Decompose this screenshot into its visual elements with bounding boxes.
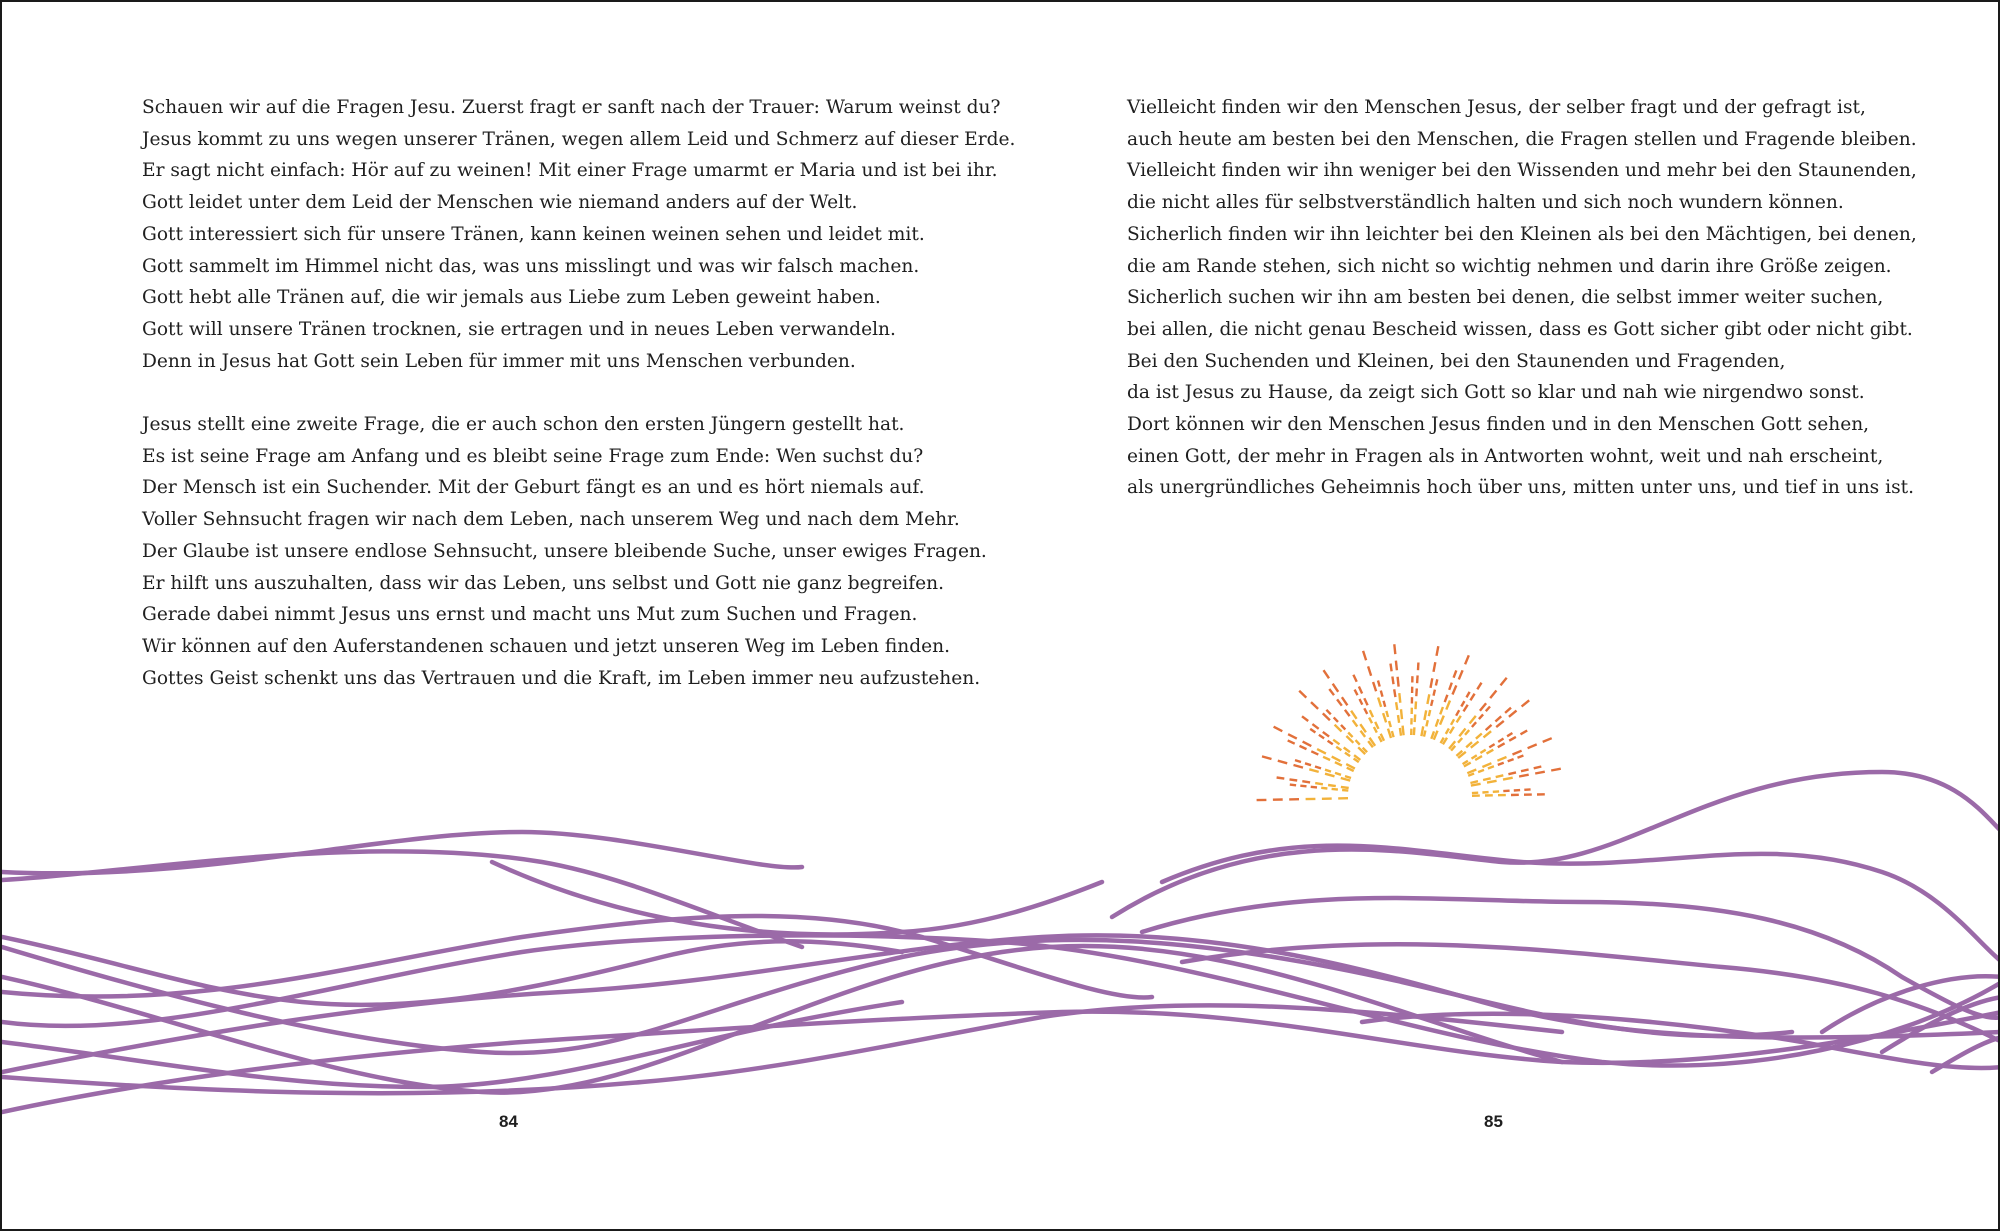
sun-ray-segment: [1329, 689, 1334, 695]
sun-ray-segment: [1508, 772, 1516, 774]
sun-ray-segment: [1483, 778, 1491, 780]
sun-ray-segment: [1528, 744, 1537, 748]
sun-ray-segment: [1398, 677, 1399, 687]
text-line: Gott leidet unter dem Leid der Menschen wie niemand anders auf der Welt.: [142, 192, 858, 214]
sun-ray-segment: [1311, 702, 1318, 709]
sun-ray-segment: [1434, 690, 1435, 696]
sun-ray-segment: [1302, 716, 1308, 721]
text-line: Bei den Suchenden und Kleinen, bei den Staunenden und Fragenden,: [1127, 350, 1786, 372]
text-line: die nicht alles für selbstverständlich halten und sich noch wundern können.: [1127, 192, 1844, 214]
text-line: Vielleicht finden wir ihn weniger bei den Wissenden und mehr bei den Staunenden,: [1127, 160, 1917, 182]
sun-ray-segment: [1277, 778, 1285, 779]
sun-ray-segment: [1543, 738, 1552, 742]
sun-ray-segment: [1490, 691, 1496, 699]
sun-ray-segment: [1498, 763, 1504, 765]
sun-ray-segment: [1470, 781, 1478, 783]
sun-ray-segment: [1278, 761, 1287, 764]
sun-ray-segment: [1359, 687, 1362, 694]
sun-ray-segment: [1496, 721, 1504, 727]
text-line: Gott interessiert sich für unsere Tränen, kann keinen weinen sehen und leidet mit.: [142, 223, 925, 245]
sun-ray-segment: [1348, 733, 1352, 738]
wavy-hills-lines: [2, 772, 2000, 1112]
sun-ray-segment: [1509, 737, 1516, 741]
sun-ray-segment: [1381, 691, 1383, 697]
sun-ray-segment: [1317, 749, 1326, 754]
sun-ray-segment: [1323, 732, 1329, 737]
sun-ray-segment: [1325, 774, 1335, 777]
sun-ray-segment: [1332, 757, 1341, 762]
sun-ray-segment: [1274, 727, 1283, 732]
sun-ray-segment: [1535, 772, 1545, 774]
text-line: bei allen, die nicht genau Bescheid wissen, dass es Gott sicher gibt oder nicht gibt.: [1127, 318, 1913, 340]
sun-ray-segment: [1480, 703, 1486, 711]
sun-ray-segment: [1429, 710, 1430, 716]
sun-ray-segment: [1321, 788, 1327, 789]
sun-ray-segment: [1342, 697, 1348, 705]
sun-ray-segment: [1295, 760, 1301, 762]
sun-ray-segment: [1336, 747, 1341, 751]
sun-ray-segment: [1453, 685, 1457, 694]
rising-sun-illustration: [1257, 644, 1561, 800]
sun-ray-segment: [1507, 733, 1512, 736]
sun-ray-segment: [1328, 785, 1336, 786]
sun-ray-segment: [1470, 694, 1474, 701]
sun-ray-segment: [1333, 684, 1339, 692]
sun-ray-segment: [1383, 713, 1386, 722]
sun-ray-segment: [1288, 734, 1297, 738]
sun-ray-segment: [1477, 683, 1481, 690]
sun-ray-segment: [1437, 646, 1439, 656]
sun-ray-segment: [1394, 689, 1395, 697]
text-line: Der Mensch ist ein Suchender. Mit der Geburt fängt es an und es hört niemals auf.: [142, 477, 925, 499]
sun-ray-segment: [1458, 738, 1462, 743]
sun-ray-segment: [1262, 756, 1272, 759]
sun-ray-segment: [1440, 716, 1444, 725]
right-page-text: [1127, 92, 1917, 536]
sun-ray-segment: [1472, 755, 1477, 758]
sun-ray-segment: [1417, 675, 1418, 683]
sun-ray-segment: [1456, 710, 1459, 716]
sun-ray-segment: [1311, 751, 1318, 754]
sun-ray-segment: [1290, 779, 1298, 780]
text-line: Er sagt nicht einfach: Hör auf zu weinen! Mit einer Frage umarmt er Maria und ist bei ihr.: [142, 160, 998, 182]
sun-ray-segment: [1426, 720, 1427, 726]
sun-ray-segment: [1467, 692, 1470, 698]
sun-ray-segment: [1498, 743, 1505, 747]
sun-ray-segment: [1360, 699, 1363, 705]
sun-ray-segment: [1335, 762, 1342, 765]
sun-ray-segment: [1392, 677, 1393, 685]
sun-ray-segment: [1487, 781, 1497, 783]
hill-line: [1112, 772, 2000, 917]
sun-ray-segment: [1416, 701, 1417, 709]
sun-ray-segment: [1310, 729, 1315, 733]
page-number-left: 84: [499, 1112, 518, 1131]
sun-ray-segment: [1459, 670, 1463, 679]
sun-ray-segment: [1315, 783, 1323, 784]
text-line: Wir können auf den Auferstandenen schauen und jetzt unseren Weg im Leben finden.: [142, 635, 951, 657]
sun-ray-segment: [1421, 726, 1423, 736]
sun-ray-segment: [1489, 744, 1494, 747]
sun-ray-segment: [1364, 698, 1367, 705]
text-line: Gott hebt alle Tränen auf, die wir jemals aus Liebe zum Leben geweint haben.: [142, 287, 881, 309]
sun-ray-segment: [1328, 741, 1333, 745]
sun-ray-segment: [1341, 787, 1349, 788]
hill-line: [2, 916, 1152, 997]
sun-ray-segment: [1497, 757, 1506, 761]
sun-ray-segment: [1505, 708, 1511, 713]
sun-ray-segment: [1294, 765, 1304, 768]
sun-ray-segment: [1414, 727, 1415, 735]
text-line: als unergründliches Geheimnis hoch über uns, mitten unter uns, und tief in uns ist.: [1127, 477, 1914, 499]
sun-ray-segment: [1345, 776, 1351, 778]
sun-ray-segment: [1495, 716, 1501, 721]
text-line: Jesus stellt eine zweite Frage, die er auch schon den ersten Jüngern gestellt hat.: [142, 414, 905, 436]
sun-ray-segment: [1427, 694, 1429, 704]
sun-ray-segment: [1341, 725, 1345, 730]
text-line: Denn in Jesus hat Gott sein Leben für immer mit uns Menschen verbunden.: [142, 350, 856, 372]
sun-ray-segment: [1434, 662, 1436, 672]
text-stanza: [142, 409, 1015, 694]
sun-ray-segment: [1332, 789, 1338, 790]
sun-ray-segment: [1459, 729, 1465, 737]
text-line: Dort können wir den Menschen Jesus finden und in den Menschen Gott sehen,: [1127, 414, 1870, 436]
sun-ray-segment: [1288, 740, 1295, 743]
sun-ray-segment: [1344, 748, 1350, 753]
sun-ray-segment: [1394, 644, 1395, 654]
text-stanza: [142, 92, 1015, 377]
sun-ray-segment: [1374, 727, 1377, 733]
sun-ray-segment: [1484, 731, 1492, 737]
hill-line: [2, 1005, 1562, 1093]
sun-ray-segment: [1309, 769, 1318, 772]
sun-ray-segment: [1486, 725, 1492, 730]
sun-ray-segment: [1396, 661, 1397, 671]
sun-ray-segment: [1521, 770, 1529, 772]
sun-ray-segment: [1508, 759, 1514, 761]
sun-ray-segment: [1378, 698, 1381, 707]
sun-ray-segment: [1486, 707, 1490, 712]
sun-ray-segment: [1478, 770, 1484, 772]
sun-ray-segment: [1450, 727, 1454, 734]
sun-ray-segment: [1353, 720, 1358, 726]
sun-ray-segment: [1315, 767, 1321, 769]
sun-ray-segment: [1513, 751, 1522, 755]
sun-ray-segment: [1373, 682, 1376, 691]
sun-ray-segment: [1480, 750, 1485, 753]
sun-ray-segment: [1468, 774, 1474, 776]
sun-ray-segment: [1302, 781, 1310, 782]
sun-ray-segment: [1370, 710, 1373, 717]
sun-ray-segment: [1368, 666, 1371, 675]
sun-ray-segment: [1300, 786, 1306, 787]
sun-ray-segment: [1424, 710, 1426, 720]
sun-ray-segment: [1325, 770, 1331, 772]
sun-ray-segment: [1345, 753, 1350, 757]
sun-ray-segment: [1454, 670, 1457, 677]
sun-ray-segment: [1351, 711, 1357, 719]
text-stanza: [1127, 92, 1917, 504]
sun-ray-segment: [1335, 773, 1341, 775]
sun-ray-segment: [1465, 730, 1469, 735]
sun-ray-segment: [1399, 693, 1400, 703]
sun-ray-segment: [1333, 740, 1339, 745]
sun-ray-segment: [1446, 729, 1449, 734]
sun-ray-segment: [1457, 716, 1461, 723]
sun-ray-segment: [1401, 709, 1402, 719]
text-line: Gott will unsere Tränen trocknen, sie ertragen und in neues Leben verwandeln.: [142, 318, 896, 340]
sun-ray-segment: [1534, 767, 1542, 769]
sun-ray-segment: [1416, 688, 1417, 696]
sun-ray-segment: [1396, 702, 1397, 710]
hill-line: [2, 851, 802, 947]
sun-ray-segment: [1465, 655, 1469, 664]
sun-ray-segment: [1386, 711, 1388, 717]
sun-ray-segment: [1400, 728, 1401, 736]
sun-ray-segment: [1353, 675, 1356, 682]
sun-ray-segment: [1403, 726, 1404, 736]
text-line: Sicherlich finden wir ihn leichter bei den Kleinen als bei den Mächtigen, bei denen,: [1127, 223, 1917, 245]
sun-ray-segment: [1356, 740, 1360, 745]
text-line: da ist Jesus zu Hause, da zeigt sich Gott so klar und nah wie nirgendwo sonst.: [1127, 382, 1865, 404]
sun-ray-segment: [1299, 691, 1306, 698]
text-line: Sicherlich suchen wir ihn am besten bei denen, die selbst immer weiter suchen,: [1127, 287, 1884, 309]
sun-ray-segment: [1389, 721, 1391, 727]
text-line: Gott sammelt im Himmel nicht das, was uns misslingt und was wir falsch machen.: [142, 255, 920, 277]
sun-ray-segment: [1503, 778, 1513, 780]
sun-ray-segment: [1446, 701, 1450, 710]
sun-ray-segment: [1290, 785, 1296, 786]
sun-ray-segment: [1305, 763, 1311, 765]
sun-ray-segment: [1378, 681, 1380, 687]
sun-ray-segment: [1519, 775, 1529, 777]
text-line: Es ist seine Frage am Anfang und es bleibt seine Frage zum Ende: Wen suchst du?: [142, 445, 924, 467]
sun-ray-segment: [1415, 714, 1416, 722]
text-line: Jesus kommt zu uns wegen unserer Tränen, wegen allem Leid und Schmerz auf dieser Erde.: [142, 128, 1016, 150]
sun-ray-segment: [1369, 718, 1372, 724]
sun-ray-segment: [1467, 770, 1476, 774]
sun-ray-segment: [1384, 701, 1386, 707]
sun-ray-segment: [1461, 701, 1464, 706]
sun-ray-segment: [1551, 769, 1561, 771]
text-line: die am Rande stehen, sich nicht so wichtig nehmen und darin ihre Größe zeigen.: [1127, 255, 1892, 277]
sun-ray-segment: [1342, 790, 1348, 791]
text-line: Vielleicht finden wir den Menschen Jesus, der selber fragt und der gefragt ist,: [1127, 97, 1866, 118]
sun-ray-segment: [1431, 700, 1433, 706]
text-line: Gerade dabei nimmt Jesus uns ernst und macht uns Mut zum Suchen und Fragen.: [142, 604, 918, 626]
text-line: Er hilft uns auszuhalten, dass wir das Leben, uns selbst und Gott nie ganz begreifen.: [142, 572, 945, 594]
sun-ray-segment: [1451, 719, 1454, 725]
sun-ray-segment: [1476, 734, 1482, 739]
sun-ray-segment: [1391, 664, 1392, 672]
sun-ray-segment: [1334, 717, 1338, 722]
sun-ray-segment: [1472, 722, 1476, 727]
sun-ray-segment: [1323, 713, 1330, 720]
sun-ray-segment: [1501, 678, 1507, 686]
sun-ray-segment: [1436, 679, 1437, 685]
sun-ray-segment: [1521, 731, 1528, 735]
sun-ray-segment: [1392, 731, 1394, 737]
text-line: Voller Sehnsucht fragen wir nach dem Leben, nach unserem Weg und nach dem Mehr.: [142, 509, 960, 531]
text-line: Gottes Geist schenkt uns das Vertrauen und die Kraft, im Leben immer neu aufzustehen.: [142, 667, 981, 689]
sun-ray-segment: [1398, 715, 1399, 723]
sun-ray-segment: [1445, 695, 1448, 702]
sun-ray-segment: [1375, 722, 1378, 729]
sun-ray-segment: [1363, 651, 1366, 660]
text-line: einen Gott, der mehr in Fragen als in Antworten wohnt, weit und nah erscheint,: [1127, 445, 1884, 467]
sun-ray-segment: [1326, 710, 1330, 715]
sun-ray-segment: [1319, 735, 1324, 739]
sun-ray-segment: [1449, 683, 1452, 690]
sun-ray-segment: [1300, 746, 1307, 749]
sun-ray-segment: [1303, 742, 1312, 747]
sun-ray-segment: [1345, 710, 1350, 716]
sun-ray-segment: [1498, 739, 1503, 742]
left-page-text: [142, 92, 1015, 726]
sun-ray-segment: [1431, 678, 1433, 688]
sun-ray-segment: [1355, 690, 1358, 696]
sun-ray-segment: [1424, 731, 1425, 737]
text-line: Der Glaube ist unsere endlose Sehnsucht, unsere bleibende Suche, unser ewiges Fragen.: [142, 540, 987, 562]
sun-ray-segment: [1312, 724, 1318, 729]
sun-ray-segment: [1479, 714, 1483, 719]
sun-ray-segment: [1482, 763, 1491, 767]
sun-ray-segment: [1324, 670, 1330, 678]
text-line: auch heute am besten bei den Menschen, die Fragen stellen und Fragende bleiben.: [1127, 128, 1917, 150]
sun-ray-segment: [1487, 750, 1494, 754]
sun-ray-segment: [1522, 700, 1530, 706]
text-line: Schauen wir auf die Fragen Jesu. Zuerst fragt er sanft nach der Trauer: Warum weinst du?: [142, 97, 1001, 118]
sun-ray-segment: [1464, 705, 1468, 712]
sun-ray-segment: [1311, 787, 1317, 788]
sun-ray-segment: [1337, 699, 1342, 705]
page-number-right: 85: [1484, 1112, 1503, 1131]
sun-ray-segment: [1364, 708, 1367, 714]
sun-ray-segment: [1496, 775, 1504, 777]
sun-ray-segment: [1488, 766, 1494, 768]
sun-ray-segment: [1440, 707, 1443, 714]
sun-ray-segment: [1518, 756, 1524, 758]
sun-ray-segment: [1436, 719, 1439, 726]
sun-ray-segment: [1323, 757, 1330, 760]
sun-ray-segment: [1509, 711, 1517, 717]
sun-ray-segment: [1471, 784, 1481, 786]
sun-ray-segment: [1388, 729, 1391, 738]
